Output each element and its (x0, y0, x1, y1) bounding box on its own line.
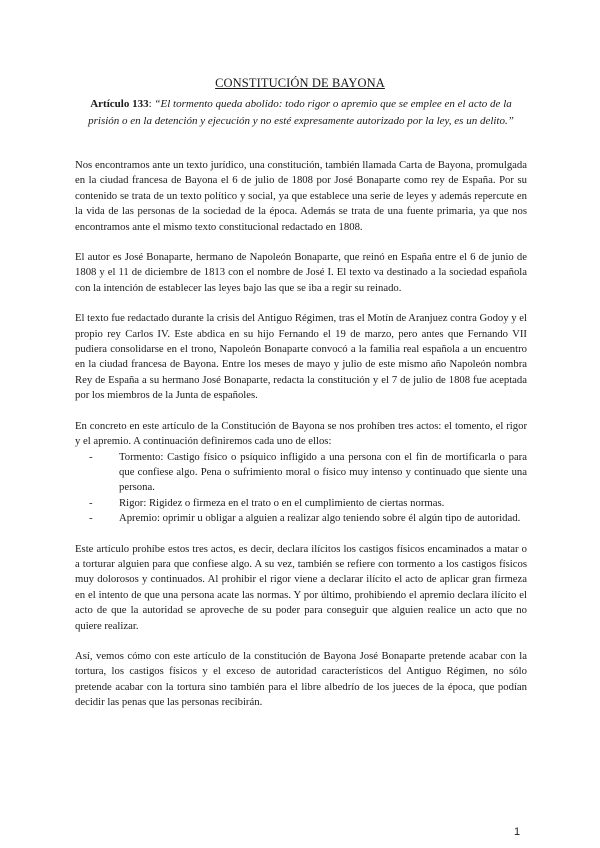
paragraph-definitions-intro: En concreto en este artículo de la Constitución de Bayona se nos prohíben tres actos: el tomento, el rigor y el apremio. A continuación definiremos cada uno de ellos: (75, 419, 527, 448)
paragraph-history: El texto fue redactado durante la crisis del Antiguo Régimen, tras el Motín de Aranjuez contra Godoy y el propio rey Carlos IV. Este abdica en su hijo Fernando el 19 de marzo, pero antes que Fernando VII pudiera consolidarse en el trono, Napoleón Bonaparte convocó a la familia real española a un encuentro en la ciudad francesa de Bayona. Entre los meses de mayo y julio de este mismo año Napoleón nombra Rey de España a su hermano José Bonaparte, redacta la constitución y el 7 de julio de 1808 fue aceptada por los miembros de la Junta de españoles. (75, 312, 528, 402)
list-item (89, 496, 527, 511)
paragraph-context: Nos encontramos ante un texto jurídico, una constitución, también llamada Carta de Bayona, promulgada en la ciudad francesa de Bayona el 6 de julio de 1808 por José Bonaparte como rey de España. Por su contenido se trata de un texto político y social, ya que establece una serie de leyes y además repercute en la vida de las personas de la sociedad de la época. Además se trata de una fuente primaria, ya que nos encontramos ante el mismo texto constitucional redactado en 1808. (75, 159, 527, 233)
paragraph-author: El autor es José Bonaparte, hermano de Napoleón Bonaparte, que reinó en España entre el 6 de junio de 1808 y el 11 de diciembre de 1813 con el nombre de José I. El texto va destinado a la sociedad española con la intención de establecer las leyes bajo las que se iba a regir su reinado. (75, 251, 527, 294)
list-item (89, 450, 527, 496)
definitions-list (75, 450, 527, 527)
page-number: 1 (514, 826, 521, 838)
article-quote: “El tormento queda abolido: todo rigor o apremio que se emplee en el acto de la prisión o en la detención y ejecución y no esté expresamente autorizado por la ley, es un delito.” (88, 98, 514, 127)
paragraph-analysis: Este artículo prohíbe estos tres actos, es decir, declara ilícitos los castigos físicos encaminados a matar o a torturar alguien para que confiese algo. A su vez, también se refiere con tormento a los castigos físicos muy dolorosos y continuados. Al prohibir el rigor viene a declarar ilícito el acto de aplicar gran firmeza en el intento de que una persona acate las normas. Y por último, prohibiendo el apremio declara ilícito el acto de que la autoridad se aproveche de su poder para conseguir que alguien realice un acto que no quiere realizar. (75, 542, 527, 632)
article-label: Artículo 133 (90, 98, 149, 110)
article-quote-block (76, 96, 526, 130)
page-title: CONSTITUCIÓN DE BAYONA (215, 76, 385, 90)
definition-apremio: Apremio: oprimir u obligar a alguien a realizar algo teniendo sobre él algún tipo de autoridad. (119, 512, 521, 525)
paragraph-conclusion: Así, vemos cómo con este artículo de la constitución de Bayona José Bonaparte pretende acabar con la tortura, los castigos físicos y el exceso de autoridad característicos del Antiguo Régimen, no sólo pretende acabar con la tortura sino también para el libre albedrío de los jueces de la época, que podían decidir las penas que las personas recibirán. (75, 649, 527, 709)
bullet-dash: - (89, 496, 93, 509)
bullet-dash: - (89, 450, 93, 463)
bullet-dash: - (89, 512, 93, 525)
document-body (75, 158, 527, 726)
list-item (89, 511, 527, 526)
definition-tormento: Tormento: Castigo físico o psíquico infligido a una persona con el fin de mortificarla o para que confiese algo. Pena o sufrimiento moral o físico muy intenso y continuado que siente una persona. (119, 450, 527, 494)
definition-rigor: Rigor: Rigidez o firmeza en el trato o en el cumplimiento de ciertas normas. (119, 496, 445, 509)
article-separator: : (148, 98, 155, 110)
